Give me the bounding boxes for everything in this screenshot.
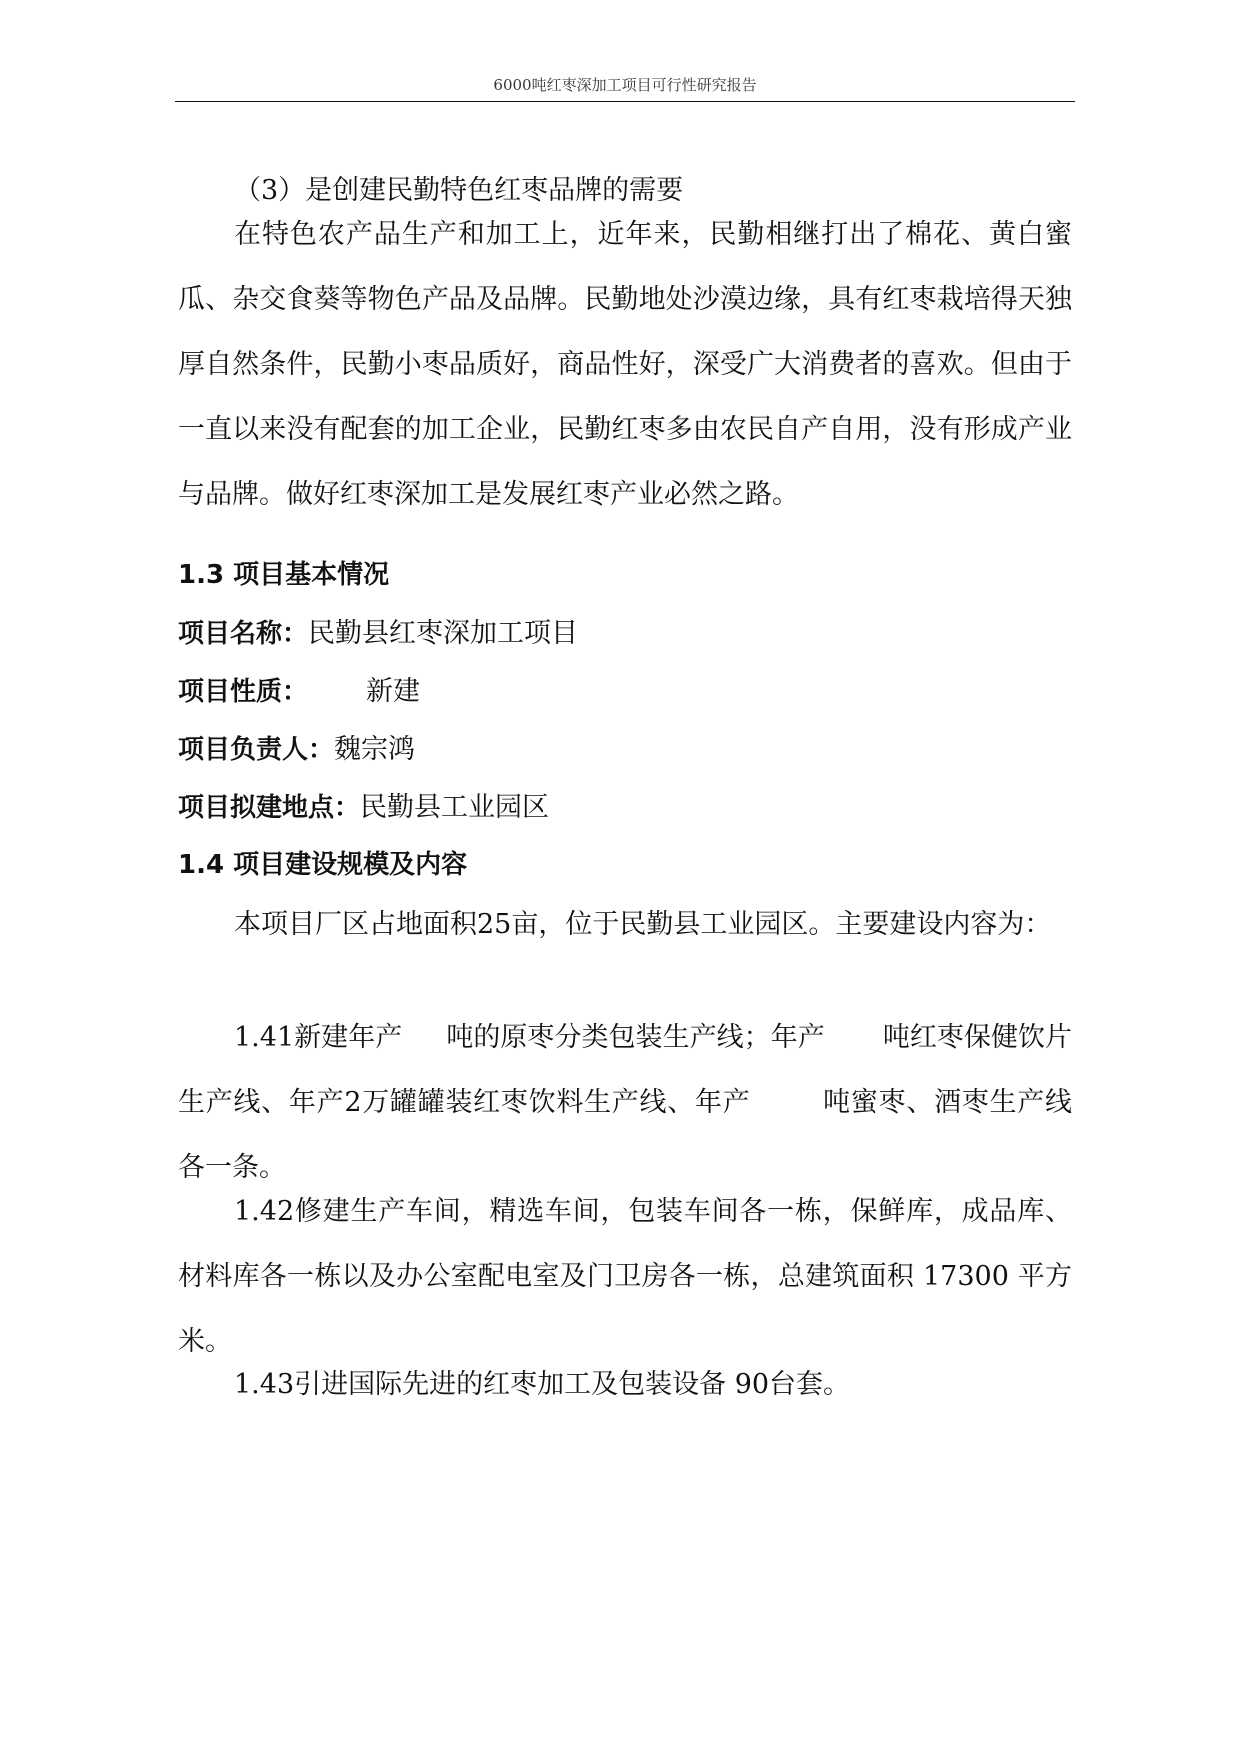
section-heading-1-3: 1.3 项目基本情况	[178, 560, 390, 590]
item-1-41-part1: 1.41新建年产	[234, 1022, 403, 1053]
project-nature-value: 新建	[366, 676, 421, 707]
project-nature-label: 项目性质：	[178, 677, 309, 707]
project-nature-row	[178, 659, 1072, 725]
page-header	[175, 70, 1075, 100]
project-name-label: 项目名称：	[178, 619, 309, 649]
header-title: 6000吨红枣深加工项目可行性研究报告	[493, 76, 757, 94]
subheading-brand-need: （3）是创建民勤特色红枣品牌的需要	[234, 175, 684, 206]
paragraph-item-1-43: 1.43引进国际先进的红枣加工及包装设备 90台套。	[234, 1369, 851, 1400]
project-location-value: 民勤县工业园区	[360, 792, 550, 823]
header-divider	[175, 101, 1075, 102]
item-1-41-part2: 吨的原枣分类包装生产线；年产	[446, 1022, 825, 1053]
section-heading-1-4: 1.4 项目建设规模及内容	[178, 850, 468, 880]
project-leader-value: 魏宗鸿	[334, 734, 416, 765]
project-name-row	[178, 601, 1072, 667]
project-leader-row	[178, 717, 1072, 783]
item-1-41-part3: 吨红枣保健饮片生产线、年产2万罐罐装红枣饮料生产线、年产	[178, 1022, 1073, 1118]
project-leader-label: 项目负责人：	[178, 735, 335, 765]
project-location-row	[178, 775, 1072, 841]
paragraph-brand-need: 在特色农产品生产和加工上，近年来，民勤相继打出了棉花、黄白蜜瓜、杂交食葵等物色产品及品牌。民勤地处沙漠边缘，具有红枣栽培得天独厚自然条件，民勤小枣品质好，商品性好，深受广大消费者的喜欢。但由于一直以来没有配套的加工企业，民勤红枣多由农民自产自用，没有形成产业与品牌。做好红枣深加工是发展红枣产业必然之路。	[178, 219, 1072, 510]
paragraph-item-1-41	[178, 1005, 1072, 1200]
project-location-label: 项目拟建地点：	[178, 793, 361, 823]
item-1-41-part4: 吨蜜枣、酒枣生产线各一条。	[178, 1087, 1072, 1183]
paragraph-item-1-42: 1.42修建生产车间，精选车间，包装车间各一栋，保鲜库，成品库、材料库各一栋以及办公室配电室及门卫房各一栋，总建筑面积 17300 平方米。	[178, 1196, 1072, 1357]
project-name-value: 民勤县红枣深加工项目	[308, 618, 579, 649]
paragraph-construction-intro: 本项目厂区占地面积25亩，位于民勤县工业园区。主要建设内容为：	[234, 909, 1052, 940]
